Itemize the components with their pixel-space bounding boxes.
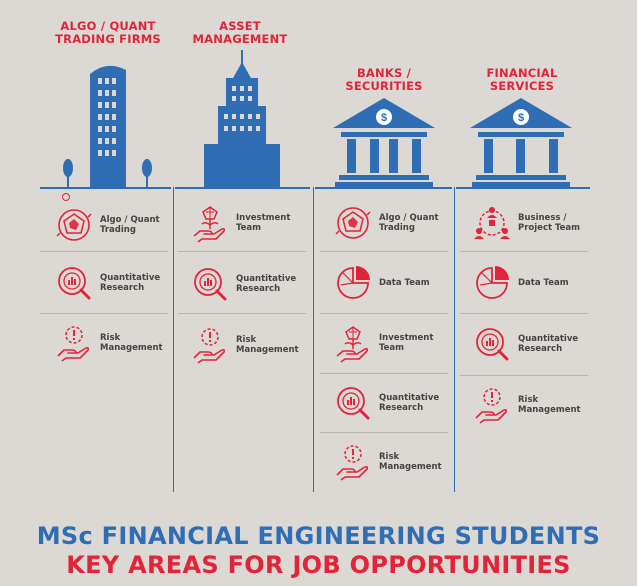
ground-line: [175, 187, 310, 189]
item-label: Business / Project Team: [518, 213, 581, 233]
item-label: Algo / Quant Trading: [379, 213, 439, 233]
ground-line: [315, 187, 452, 189]
footer-title: MSc FINANCIAL ENGINEERING STUDENTS: [36, 522, 601, 550]
svg-text:$: $: [380, 112, 388, 124]
row-separator: [178, 251, 306, 252]
team-icon: [472, 203, 512, 243]
list-item: [333, 383, 451, 423]
list-item: [333, 203, 451, 243]
column-title-line1: ALGO / QUANT: [60, 19, 156, 33]
item-label: Data Team: [518, 278, 569, 288]
row-separator: [320, 432, 448, 433]
item-label: Algo / Quant Trading: [100, 215, 160, 235]
column-divider: [454, 187, 455, 492]
magnifier-chart-icon: [190, 264, 230, 304]
pie-chart-icon: [472, 263, 512, 303]
bank-building-icon: [331, 96, 437, 188]
item-label: Quantitative Research: [518, 334, 579, 354]
column-title-line2: TRADING FIRMS: [55, 32, 161, 46]
list-item: [54, 323, 172, 363]
column-title-line2: MANAGEMENT: [192, 32, 288, 46]
hand-plant-icon: [190, 203, 230, 243]
office-tower-icon: [200, 50, 284, 188]
hand-warning-icon: [54, 323, 94, 363]
list-item: [472, 203, 590, 243]
row-separator: [320, 373, 448, 374]
item-label: Data Team: [379, 278, 430, 288]
column-divider: [313, 187, 314, 492]
list-item: [472, 263, 569, 303]
bank-building-icon: [468, 96, 574, 188]
pie-chart-icon: [333, 263, 373, 303]
magnifier-chart-icon: [472, 324, 512, 364]
item-label: Investment Team: [236, 213, 291, 233]
column-title-algo: [38, 20, 178, 46]
marker-dot: [62, 193, 70, 201]
list-item: [333, 323, 451, 363]
list-item: [333, 442, 451, 482]
item-label: Risk Management: [518, 395, 581, 415]
column-title-line2: SERVICES: [489, 79, 555, 93]
column-title-banks: [314, 67, 454, 93]
column-title-asset: [170, 20, 310, 46]
hand-warning-icon: [333, 442, 373, 482]
magnifier-chart-icon: [333, 383, 373, 423]
hand-plant-icon: [333, 323, 373, 363]
row-separator: [460, 251, 588, 252]
list-item: [190, 203, 308, 243]
skyscraper-icon: [60, 60, 165, 188]
row-separator: [178, 313, 306, 314]
chart-target-icon: [333, 203, 373, 243]
item-label: Risk Management: [100, 333, 163, 353]
item-label: Quantitative Research: [379, 393, 440, 413]
column-title-line1: BANKS /: [356, 66, 412, 80]
item-label: Investment Team: [379, 333, 434, 353]
column-title-line1: FINANCIAL: [486, 66, 558, 80]
list-item: [190, 325, 308, 365]
footer-subtitle: KEY AREAS FOR JOB OPPORTUNITIES: [66, 551, 571, 579]
item-label: Risk Management: [236, 335, 299, 355]
row-separator: [460, 375, 588, 376]
item-label: Risk Management: [379, 452, 442, 472]
column-divider: [173, 187, 174, 492]
row-separator: [40, 251, 168, 252]
chart-target-icon: [54, 205, 94, 245]
row-separator: [320, 251, 448, 252]
list-item: [54, 263, 172, 303]
list-item: [333, 263, 430, 303]
list-item: [190, 264, 308, 304]
column-title-line1: ASSET: [219, 19, 261, 33]
ground-line: [456, 187, 590, 189]
hand-warning-icon: [472, 385, 512, 425]
list-item: [472, 385, 590, 425]
item-label: Quantitative Research: [100, 273, 161, 293]
list-item: [54, 205, 172, 245]
item-label: Quantitative Research: [236, 274, 297, 294]
column-title-line2: SECURITIES: [345, 79, 423, 93]
row-separator: [40, 313, 168, 314]
row-separator: [320, 313, 448, 314]
magnifier-chart-icon: [54, 263, 94, 303]
hand-warning-icon: [190, 325, 230, 365]
column-title-financial: [452, 67, 592, 93]
svg-text:$: $: [517, 112, 525, 124]
list-item: [472, 324, 590, 364]
ground-line: [40, 187, 171, 189]
row-separator: [460, 313, 588, 314]
